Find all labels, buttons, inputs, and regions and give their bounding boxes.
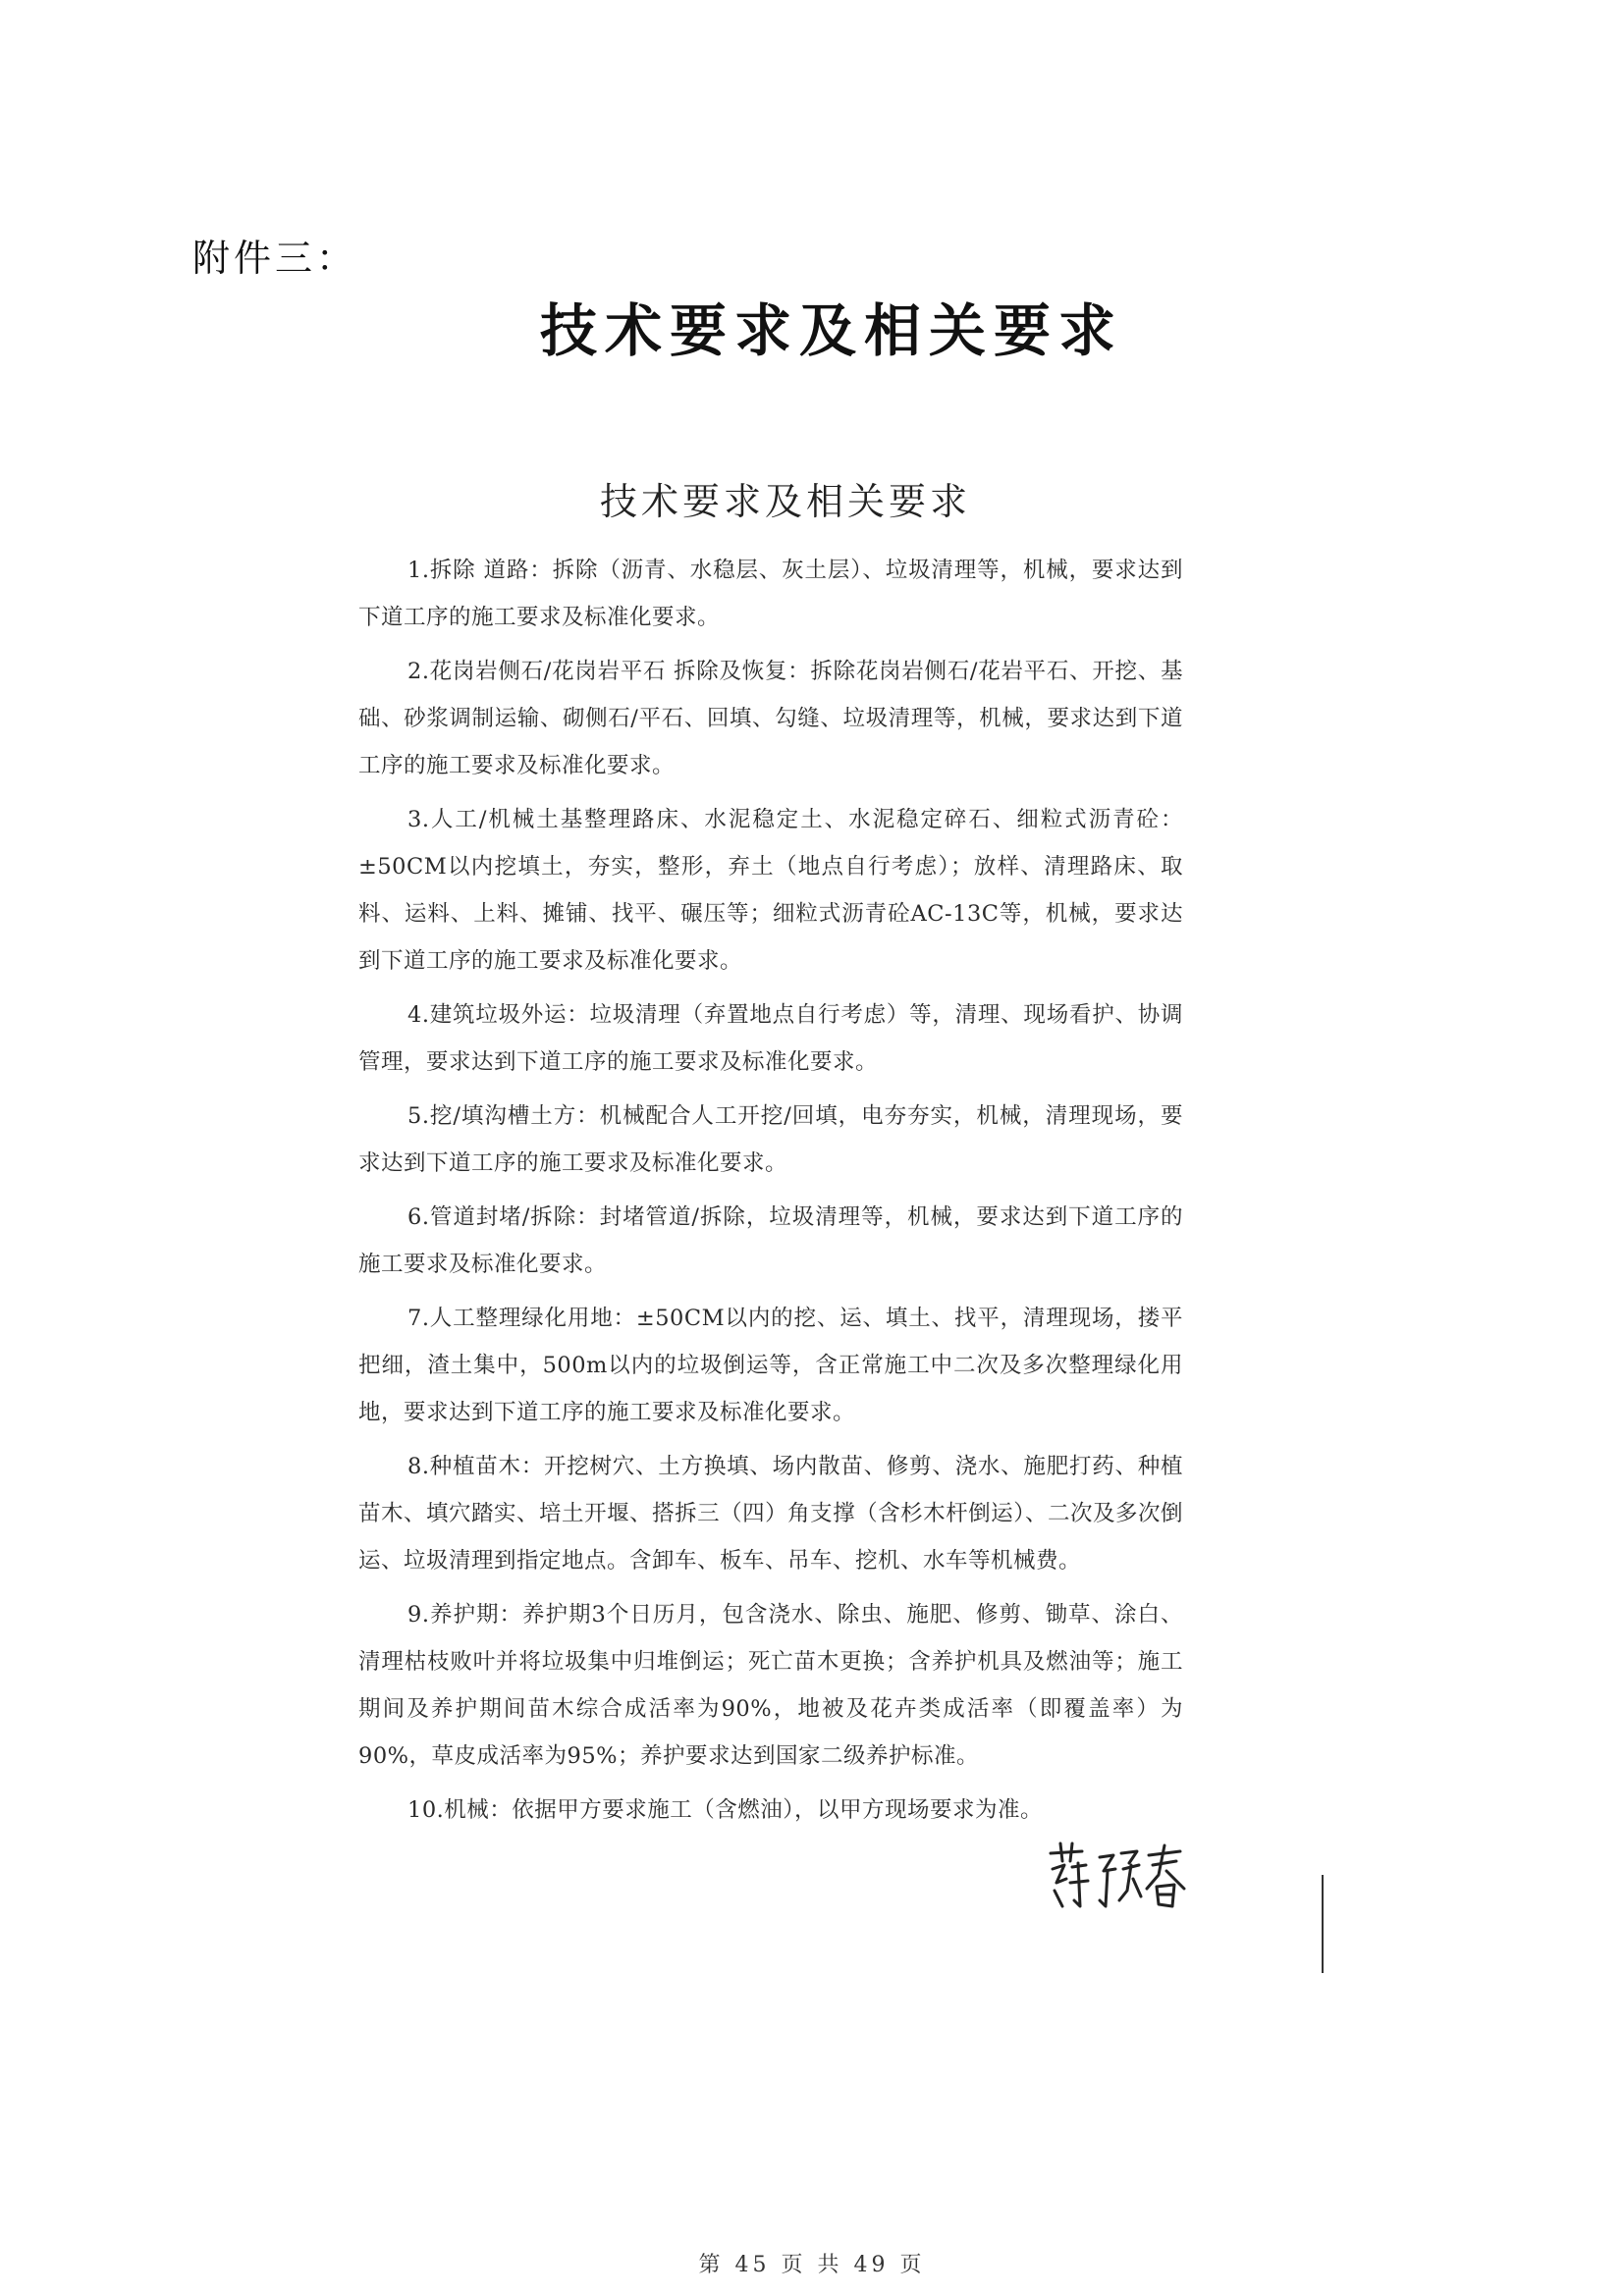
requirement-item: 10.机械：依据甲方要求施工（含燃油），以甲方现场要求为准。: [407, 1797, 1044, 1823]
requirement-item: 6.管道封堵/拆除：封堵管道/拆除，垃圾清理等，机械，要求达到下道工序的施工要求及标准化要求。: [358, 1204, 1183, 1277]
requirement-item: 3.人工/机械土基整理路床、水泥稳定土、水泥稳定碎石、细粒式沥青砼：±50CM以内挖填土，夯实，整形，弃土（地点自行考虑）；放样、清理路床、取料、运料、上料、摊铺、找平、碾压等；细粒式沥青砼AC-13C等，机械，要求达到下道工序的施工要求及标准化要求。: [358, 807, 1183, 974]
main-title: 技术要求及相关要求: [539, 297, 1123, 364]
requirement-item: 2.花岗岩侧石/花岗岩平石 拆除及恢复：拆除花岗岩侧石/花岩平石、开挖、基础、砂浆调制运输、砌侧石/平石、回填、勾缝、垃圾清理等，机械，要求达到下道工序的施工要求及标准化要求。: [358, 659, 1183, 778]
requirement-item: 7.人工整理绿化用地：±50CM以内的挖、运、填土、找平，清理现场，搂平把细，渣土集中，500m以内的垃圾倒运等，含正常施工中二次及多次整理绿化用地，要求达到下道工序的施工要求及标准化要求。: [358, 1306, 1183, 1425]
scanned-content: [358, 471, 1183, 1841]
page-footer: 第 45 页 共 49 页: [698, 2253, 926, 2277]
attachment-label: 附件三：: [192, 237, 358, 280]
requirement-item: 4.建筑垃圾外运：垃圾清理（弃置地点自行考虑）等，清理、现场看护、协调管理，要求达到下道工序的施工要求及标准化要求。: [358, 1002, 1183, 1075]
requirement-item: 5.挖/填沟槽土方：机械配合人工开挖/回填，电夯夯实，机械，清理现场，要求达到下道工序的施工要求及标准化要求。: [358, 1103, 1183, 1176]
margin-line: [1322, 1875, 1324, 1973]
requirement-item: 1.拆除 道路：拆除（沥青、水稳层、灰土层）、垃圾清理等，机械，要求达到下道工序的施工要求及标准化要求。: [358, 558, 1183, 630]
sub-title: 技术要求及相关要求: [599, 480, 971, 523]
handwritten-signature: [1043, 1836, 1190, 1914]
requirement-item: 8.种植苗木：开挖树穴、土方换填、场内散苗、修剪、浇水、施肥打药、种植苗木、填穴踏实、培土开堰、搭拆三（四）角支撑（含杉木杆倒运）、二次及多次倒运、垃圾清理到指定地点。含卸车、板车、吊车、挖机、水车等机械费。: [358, 1454, 1183, 1574]
requirement-item: 9.养护期：养护期3个日历月，包含浇水、除虫、施肥、修剪、锄草、涂白、清理枯枝败叶并将垃圾集中归堆倒运；死亡苗木更换；含养护机具及燃油等；施工期间及养护期间苗木综合成活率为90%，地被及花卉类成活率（即覆盖率）为90%，草皮成活率为95%；养护要求达到国家二级养护标准。: [358, 1602, 1183, 1769]
